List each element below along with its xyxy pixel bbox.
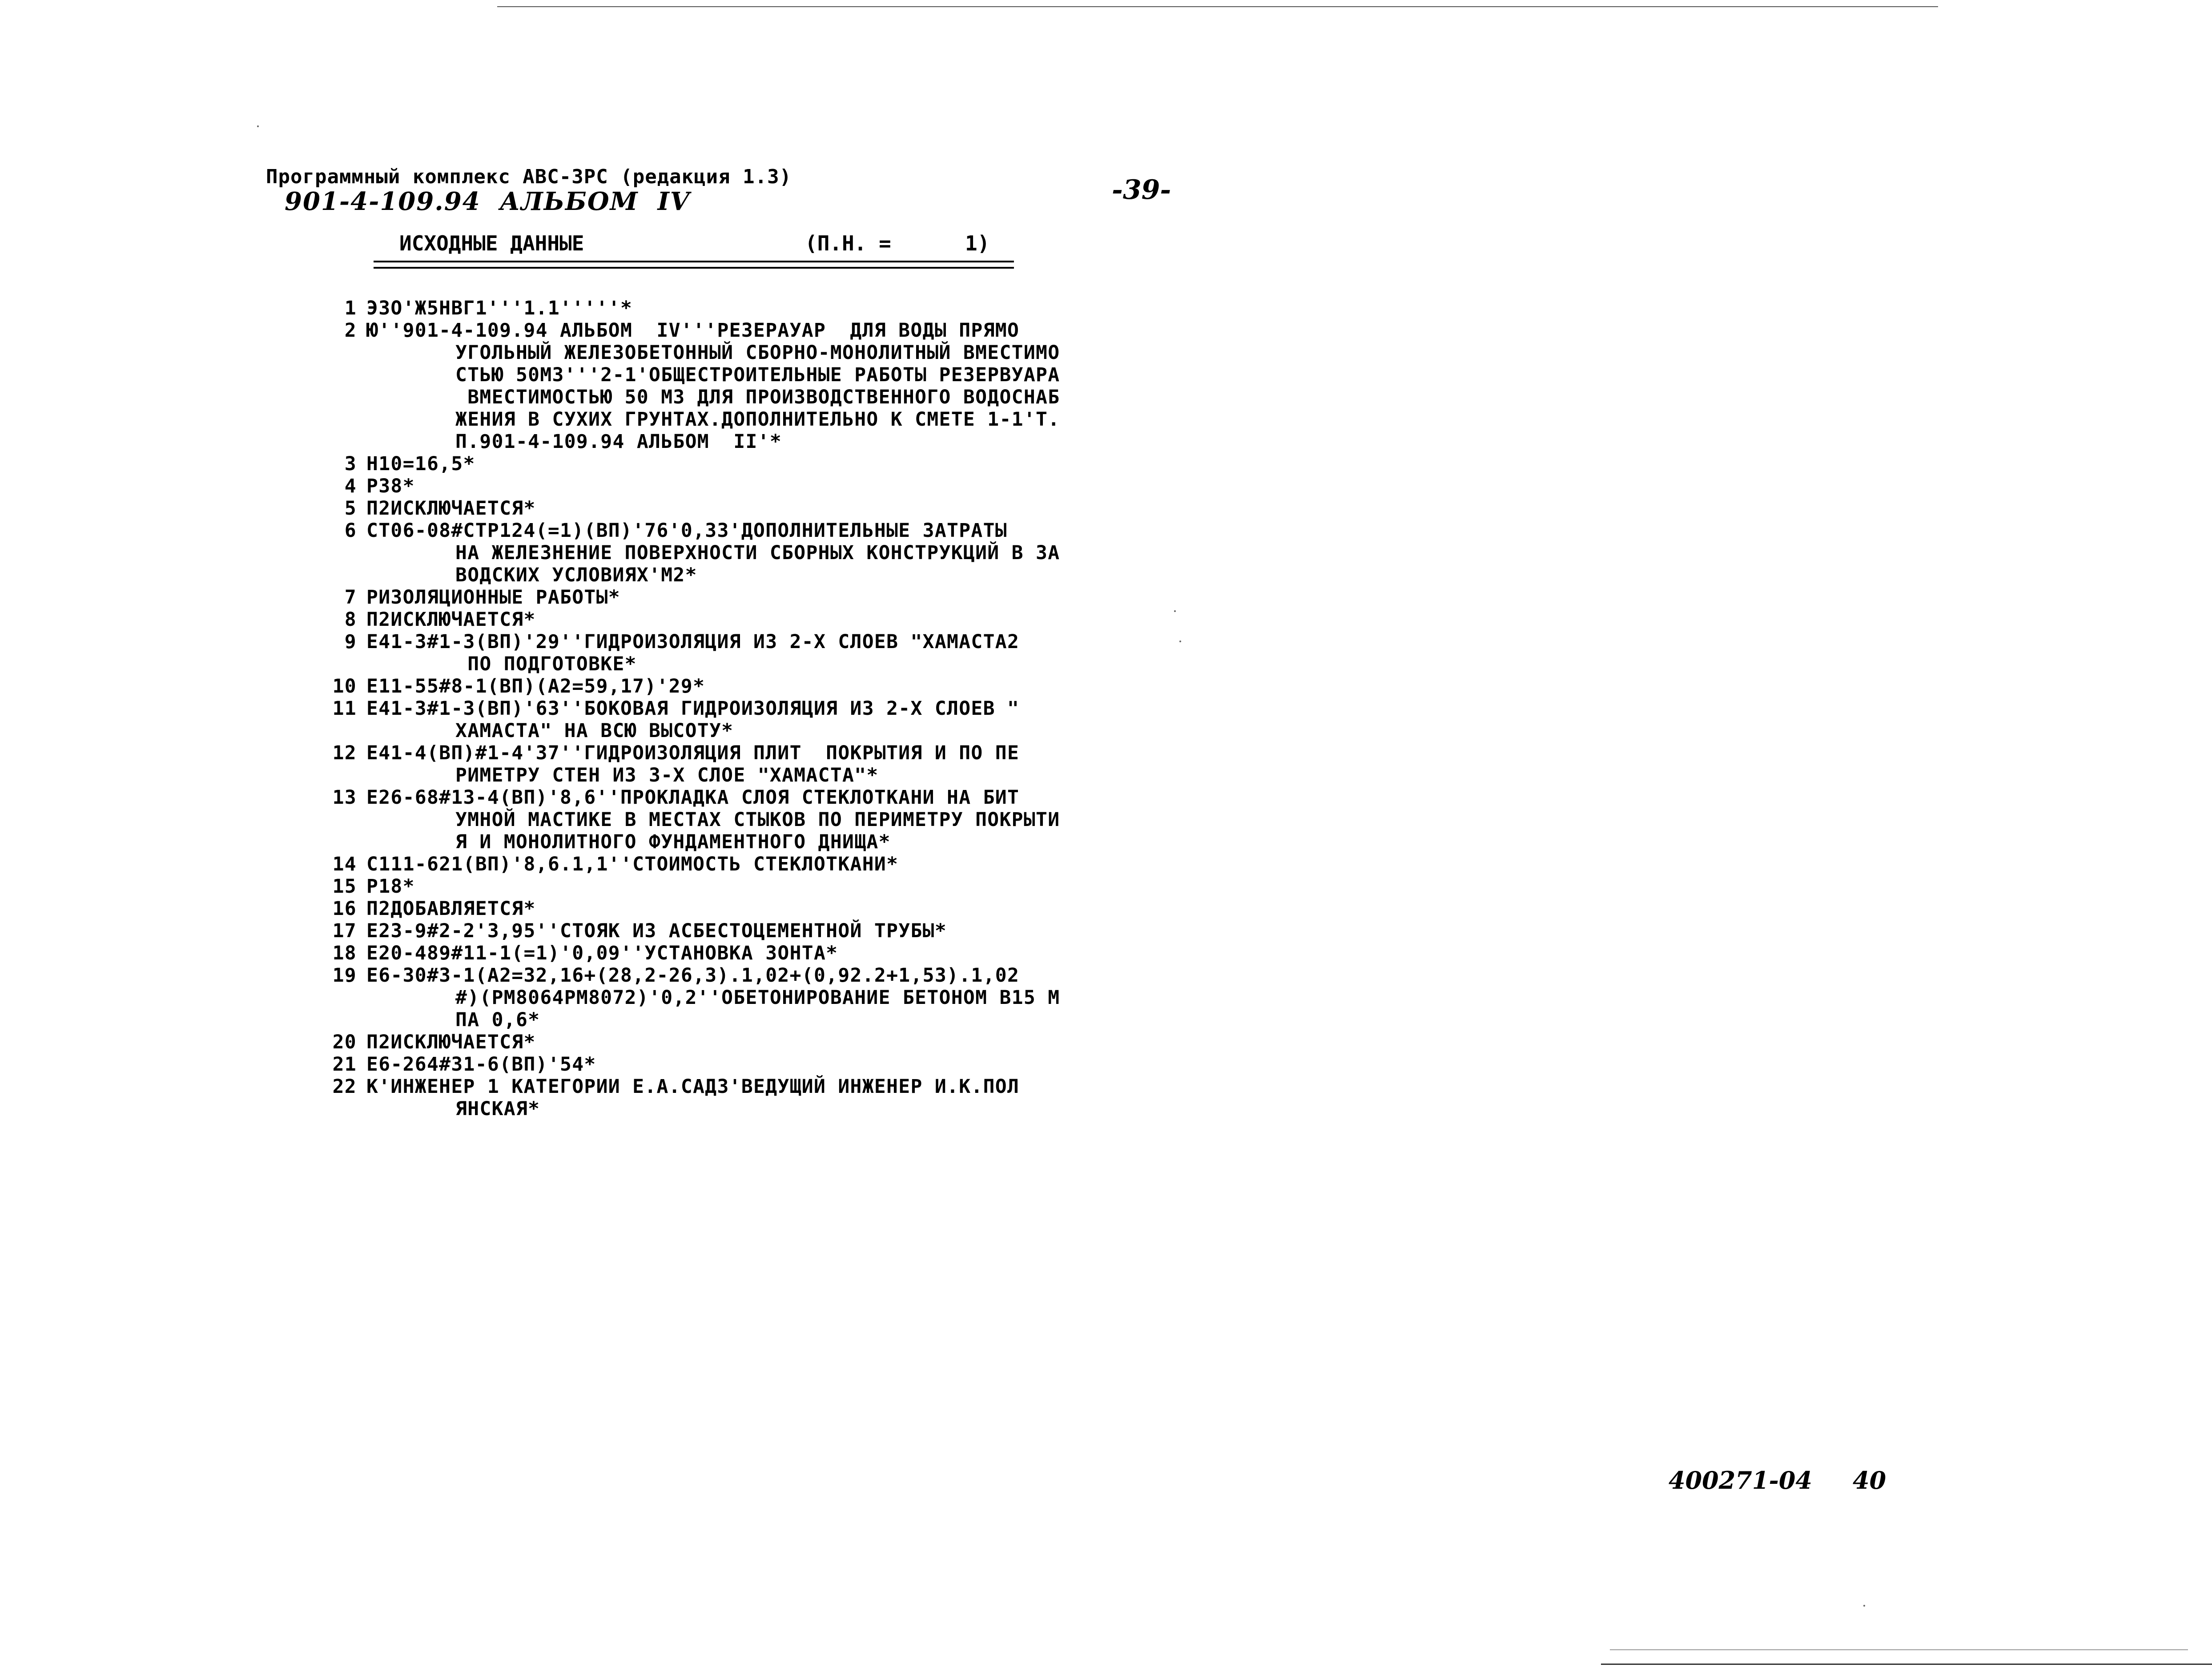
line-text: Е20-489#11-1(=1)'0,09''УСТАНОВКА ЗОНТА* — [366, 942, 838, 964]
listing-line — [319, 497, 1060, 520]
line-text: Е23-9#2-2'3,95''СТОЯК ИЗ АСБЕСТОЦЕМЕНТНОЙ ТРУБЫ* — [366, 920, 947, 942]
listing-line — [319, 653, 1060, 675]
line-number — [319, 1009, 357, 1031]
listing-line — [319, 319, 1060, 342]
line-number: 8 — [344, 608, 357, 631]
listing-line — [319, 987, 1060, 1009]
line-text: Е6-264#31-6(ВП)'54* — [366, 1053, 596, 1076]
listing-line — [319, 1031, 1060, 1053]
listing-line — [319, 786, 1060, 809]
line-text: СТЬЮ 50М3'''2-1'ОБЩЕСТРОИТЕЛЬНЫЕ РАБОТЫ РЕЗЕРВУАРА — [455, 364, 1060, 386]
line-text: К'ИНЖЕНЕР 1 КАТЕГОРИИ Е.А.САДЗ'ВЕДУЩИЙ ИНЖЕНЕР И.К.ПОЛ — [366, 1076, 1020, 1098]
line-number: 10 — [332, 675, 357, 697]
line-text: ВМЕСТИМОСТЬЮ 50 М3 ДЛЯ ПРОИЗВОДСТВЕННОГО ВОДОСНАБ — [455, 386, 1060, 408]
line-number: 9 — [344, 631, 357, 653]
continuation-indent — [366, 564, 455, 586]
line-text: #)(РМ8064РМ8072)'0,2''ОБЕТОНИРОВАНИЕ БЕТОНОМ В15 М — [455, 987, 1060, 1009]
line-text: СТ06-08#СТР124(=1)(ВП)'76'0,33'ДОПОЛНИТЕЛЬНЫЕ ЗАТРАТЫ — [366, 520, 1007, 542]
line-text: УГОЛЬНЫЙ ЖЕЛЕЗОБЕТОННЫЙ СБОРНО-МОНОЛИТНЫЙ ВМЕСТИМО — [455, 342, 1060, 364]
line-number — [319, 542, 357, 564]
scan-speck — [1863, 1605, 1865, 1607]
line-number — [319, 831, 357, 853]
line-number — [319, 764, 357, 786]
listing-line — [319, 520, 1060, 542]
listing-line — [319, 542, 1060, 564]
line-text: НА ЖЕЛЕЗНЕНИЕ ПОВЕРХНОСТИ СБОРНЫХ КОНСТРУКЦИЙ В ЗА — [455, 542, 1060, 564]
continuation-indent — [366, 364, 455, 386]
listing-line — [319, 742, 1060, 764]
scan-speck — [257, 125, 259, 127]
line-text: С111-621(ВП)'8,6.1,1''СТОИМОСТЬ СТЕКЛОТКАНИ* — [366, 853, 899, 875]
listing-line — [319, 831, 1060, 853]
line-text: П.901-4-109.94 АЛЬБОМ II'* — [455, 431, 782, 453]
line-text: ХАМАСТА" НА ВСЮ ВЫСОТУ* — [455, 720, 734, 742]
listing-line — [319, 697, 1060, 720]
line-text: РИМЕТРУ СТЕН ИЗ 3-Х СЛОЕ "ХАМАСТА"* — [455, 764, 879, 786]
line-number: 11 — [332, 697, 357, 720]
listing-line — [319, 675, 1060, 697]
line-number — [319, 987, 357, 1009]
page-number: -39- — [1112, 174, 1171, 205]
listing-line — [319, 1098, 1060, 1120]
continuation-indent — [366, 408, 455, 431]
line-number — [319, 364, 357, 386]
listing-line — [319, 586, 1060, 608]
line-number: 21 — [332, 1053, 357, 1076]
listing-line — [319, 764, 1060, 786]
line-text: П2ИСКЛЮЧАЕТСЯ* — [366, 497, 536, 520]
continuation-indent — [366, 1009, 455, 1031]
line-text: Е41-4(ВП)#1-4'37''ГИДРОИЗОЛЯЦИЯ ПЛИТ ПОКРЫТИЯ И ПО ПЕ — [366, 742, 1020, 764]
listing-line — [319, 1009, 1060, 1031]
line-text: П2ДОБАВЛЯЕТСЯ* — [366, 898, 536, 920]
line-text: Е6-30#3-1(А2=32,16+(28,2-26,3).1,02+(0,92.2+1,53).1,02 — [366, 964, 1020, 987]
line-number: 22 — [332, 1076, 357, 1098]
pn-label: (П.Н. = 1) — [805, 231, 990, 255]
line-text: ЭЗО'Ж5НВГ1'''1.1'''''* — [366, 297, 633, 319]
listing-line — [319, 942, 1060, 964]
line-number: 12 — [332, 742, 357, 764]
line-number: 3 — [344, 453, 357, 475]
line-number: 7 — [344, 586, 357, 608]
line-text: Е41-3#1-3(ВП)'63''БОКОВАЯ ГИДРОИЗОЛЯЦИЯ ИЗ 2-Х СЛОЕВ " — [366, 697, 1020, 720]
continuation-indent — [366, 653, 455, 675]
section-title: ИСХОДНЫЕ ДАННЫЕ — [399, 231, 584, 255]
line-text: Н10=16,5* — [366, 453, 475, 475]
program-header: Программный комплекс АВС-3РС (редакция 1.3) — [266, 165, 792, 188]
listing-line — [319, 920, 1060, 942]
scan-speck — [1174, 610, 1176, 612]
continuation-indent — [366, 720, 455, 742]
line-text: Ю''901-4-109.94 АЛЬБОМ IV'''РЕЗЕРАУАР ДЛЯ ВОДЫ ПРЯМО — [366, 319, 1020, 342]
line-number: 6 — [344, 520, 357, 542]
line-text: УМНОЙ МАСТИКЕ В МЕСТАХ СТЫКОВ ПО ПЕРИМЕТРУ ПОКРЫТИ — [455, 809, 1060, 831]
listing-line — [319, 475, 1060, 497]
double-rule-divider — [374, 261, 1014, 269]
line-text: Е26-68#13-4(ВП)'8,6''ПРОКЛАДКА СЛОЯ СТЕКЛОТКАНИ НА БИТ — [366, 786, 1020, 809]
bottom-scan-rule — [1601, 1664, 2212, 1665]
line-number: 17 — [332, 920, 357, 942]
listing-line — [319, 297, 1060, 319]
line-text: ПА 0,6* — [455, 1009, 540, 1031]
line-number: 2 — [344, 319, 357, 342]
line-number — [319, 653, 357, 675]
listing-line — [319, 964, 1060, 987]
line-text: ПО ПОДГОТОВКЕ* — [455, 653, 637, 675]
line-number: 19 — [332, 964, 357, 987]
listing-line — [319, 853, 1060, 875]
listing-line — [319, 809, 1060, 831]
line-number: 1 — [344, 297, 357, 319]
continuation-indent — [366, 987, 455, 1009]
line-text: Е41-3#1-3(ВП)'29''ГИДРОИЗОЛЯЦИЯ ИЗ 2-Х СЛОЕВ "ХАМАСТА2 — [366, 631, 1020, 653]
listing-line — [319, 453, 1060, 475]
listing-line — [319, 342, 1060, 364]
listing-line — [319, 431, 1060, 453]
continuation-indent — [366, 386, 455, 408]
document-stamp-code: 400271-04 — [1669, 1466, 1812, 1495]
line-number: 20 — [332, 1031, 357, 1053]
listing-line — [319, 720, 1060, 742]
line-number: 5 — [344, 497, 357, 520]
continuation-indent — [366, 831, 455, 853]
listing-line — [319, 875, 1060, 898]
continuation-indent — [366, 809, 455, 831]
listing-line — [319, 1053, 1060, 1076]
listing-line — [319, 898, 1060, 920]
line-text: ЯНСКАЯ* — [455, 1098, 540, 1120]
continuation-indent — [366, 431, 455, 453]
line-text: Е11-55#8-1(ВП)(А2=59,17)'29* — [366, 675, 705, 697]
line-text: Р38* — [366, 475, 415, 497]
continuation-indent — [366, 542, 455, 564]
listing-line — [319, 564, 1060, 586]
continuation-indent — [366, 342, 455, 364]
line-text: РИЗОЛЯЦИОННЫЕ РАБОТЫ* — [366, 586, 620, 608]
line-text: П2ИСКЛЮЧАЕТСЯ* — [366, 608, 536, 631]
line-number: 14 — [332, 853, 357, 875]
document-stamp-page: 40 — [1853, 1466, 1886, 1495]
line-text: ЖЕНИЯ В СУХИХ ГРУНТАХ.ДОПОЛНИТЕЛЬНО К СМЕТЕ 1-1'Т. — [455, 408, 1060, 431]
input-data-listing — [319, 297, 1060, 1120]
listing-line — [319, 1076, 1060, 1098]
line-number: 18 — [332, 942, 357, 964]
listing-line — [319, 608, 1060, 631]
listing-line — [319, 364, 1060, 386]
line-number — [319, 386, 357, 408]
line-number: 13 — [332, 786, 357, 809]
line-number: 16 — [332, 898, 357, 920]
listing-line — [319, 408, 1060, 431]
continuation-indent — [366, 764, 455, 786]
line-number — [319, 1098, 357, 1120]
continuation-indent — [366, 1098, 455, 1120]
line-text: П2ИСКЛЮЧАЕТСЯ* — [366, 1031, 536, 1053]
line-number — [319, 408, 357, 431]
line-text: ВОДСКИХ УСЛОВИЯХ'М2* — [455, 564, 697, 586]
line-number: 4 — [344, 475, 357, 497]
line-number — [319, 809, 357, 831]
album-reference: 901-4-109.94 АЛЬБОМ IV — [285, 187, 691, 216]
line-number — [319, 720, 357, 742]
line-text: Р18* — [366, 875, 415, 898]
listing-line — [319, 631, 1060, 653]
bottom-scan-rule-2 — [1610, 1649, 2188, 1650]
line-text: Я И МОНОЛИТНОГО ФУНДАМЕНТНОГО ДНИЩА* — [455, 831, 891, 853]
line-number — [319, 342, 357, 364]
line-number — [319, 431, 357, 453]
line-number — [319, 564, 357, 586]
top-scan-rule — [497, 6, 1938, 7]
line-number: 15 — [332, 875, 357, 898]
listing-line — [319, 386, 1060, 408]
scan-speck — [1179, 641, 1181, 642]
